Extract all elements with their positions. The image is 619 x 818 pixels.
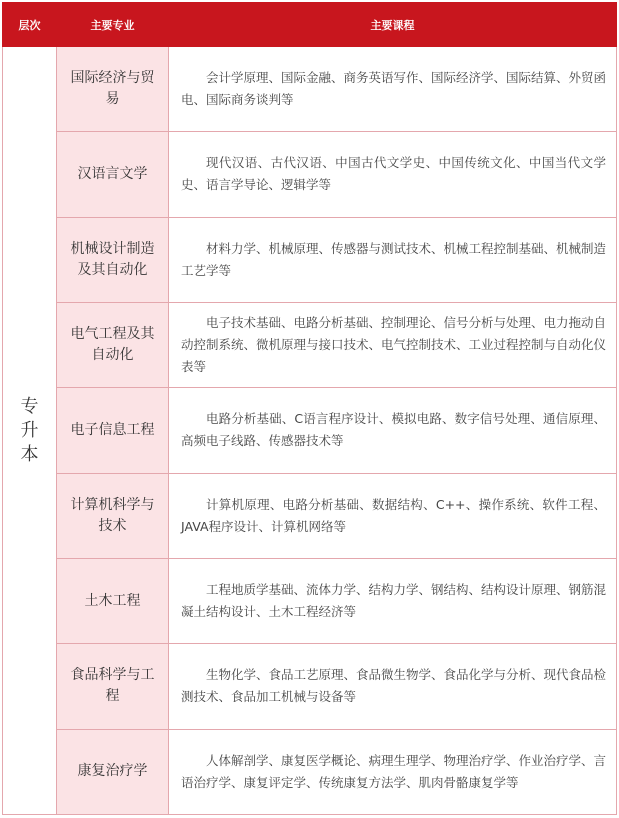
courses-cell: 工程地质学基础、流体力学、结构力学、钢结构、结构设计原理、钢筋混凝土结构设计、土木工程经济等 — [169, 558, 617, 643]
courses-cell: 人体解剖学、康复医学概论、病理生理学、物理治疗学、作业治疗学、言语治疗学、康复评定学、传统康复方法学、肌肉骨骼康复学等 — [169, 729, 617, 814]
level-cell — [3, 47, 57, 815]
table-row — [3, 217, 617, 302]
major-cell: 电气工程及其自动化 — [57, 302, 169, 387]
major-cell: 电子信息工程 — [57, 388, 169, 473]
table-row — [3, 644, 617, 729]
table-body — [3, 47, 617, 815]
major-cell: 康复治疗学 — [57, 729, 169, 814]
major-cell: 国际经济与贸易 — [57, 47, 169, 132]
courses-cell: 材料力学、机械原理、传感器与测试技术、机械工程控制基础、机械制造工艺学等 — [169, 217, 617, 302]
courses-cell: 电子技术基础、电路分析基础、控制理论、信号分析与处理、电力拖动自动控制系统、微机原理与接口技术、电气控制技术、工业过程控制与自动化仪表等 — [169, 302, 617, 387]
curriculum-table — [2, 2, 617, 815]
courses-cell: 现代汉语、古代汉语、中国古代文学史、中国传统文化、中国当代文学史、语言学导论、逻辑学等 — [169, 132, 617, 217]
courses-cell: 电路分析基础、C语言程序设计、模拟电路、数字信号处理、通信原理、高频电子线路、传感器技术等 — [169, 388, 617, 473]
table-row — [3, 558, 617, 643]
curriculum-table-wrapper — [2, 2, 617, 815]
major-cell: 汉语言文学 — [57, 132, 169, 217]
major-cell: 计算机科学与技术 — [57, 473, 169, 558]
header-major: 主要专业 — [57, 3, 169, 47]
table-row — [3, 729, 617, 814]
table-header-row — [3, 3, 617, 47]
major-cell: 机械设计制造及其自动化 — [57, 217, 169, 302]
header-level: 层次 — [3, 3, 57, 47]
major-cell: 土木工程 — [57, 558, 169, 643]
level-label: 专 升 本 — [20, 395, 39, 465]
courses-cell: 计算机原理、电路分析基础、数据结构、C++、操作系统、软件工程、JAVA程序设计、计算机网络等 — [169, 473, 617, 558]
courses-cell: 生物化学、食品工艺原理、食品微生物学、食品化学与分析、现代食品检测技术、食品加工机械与设备等 — [169, 644, 617, 729]
table-row — [3, 302, 617, 387]
table-row — [3, 47, 617, 132]
table-row — [3, 473, 617, 558]
header-courses: 主要课程 — [169, 3, 617, 47]
table-row — [3, 388, 617, 473]
major-cell: 食品科学与工程 — [57, 644, 169, 729]
table-row — [3, 132, 617, 217]
courses-cell: 会计学原理、国际金融、商务英语写作、国际经济学、国际结算、外贸函电、国际商务谈判等 — [169, 47, 617, 132]
